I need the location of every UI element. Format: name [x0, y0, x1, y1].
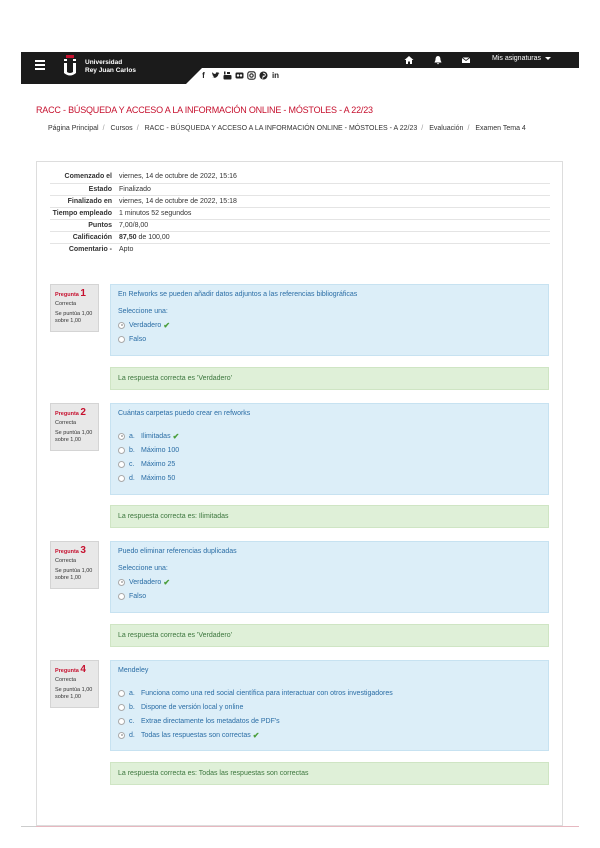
answer-option[interactable]	[118, 728, 541, 742]
summary-label: Comenzado el	[64, 173, 112, 180]
check-icon: ✔	[172, 431, 180, 441]
menu-icon[interactable]	[35, 60, 45, 70]
option-text: Falso	[129, 335, 147, 343]
user-menu-label: Mis asignaturas	[492, 55, 542, 62]
answer-prompt: Seleccione una:	[118, 308, 168, 315]
answer-option[interactable]	[118, 575, 541, 589]
radio-button[interactable]	[118, 690, 125, 697]
question-label: Pregunta	[55, 668, 79, 674]
option-text: Ilimitadas	[141, 432, 171, 440]
question-number	[55, 407, 94, 418]
question-state: Correcta	[55, 558, 77, 564]
correct-answer-feedback: La respuesta correcta es 'Verdadero'	[110, 367, 549, 390]
correct-answer-feedback: La respuesta correcta es 'Verdadero'	[110, 624, 549, 647]
question-content	[110, 403, 549, 495]
social-links	[199, 71, 280, 81]
question-info	[50, 660, 99, 708]
question-number-value: 3	[80, 545, 86, 556]
summary-row	[50, 243, 550, 255]
radio-button[interactable]	[118, 447, 125, 454]
radio-button[interactable]	[118, 322, 125, 329]
answer-option[interactable]	[118, 714, 541, 728]
radio-button[interactable]	[118, 336, 125, 343]
option-text: Extrae directamente los metadatos de PDF's	[141, 717, 280, 725]
grade-max: de 100,00	[136, 234, 170, 241]
summary-value: Finalizado	[119, 186, 151, 193]
radio-button[interactable]	[118, 593, 125, 600]
facebook-icon[interactable]: f	[202, 71, 205, 80]
question-number-value: 4	[80, 664, 86, 675]
question-grade: Se puntúa 1,00 sobre 1,00	[55, 430, 93, 443]
question-text: Mendeley	[118, 667, 149, 674]
question-text: Puedo eliminar referencias duplicadas	[118, 548, 237, 555]
radio-button[interactable]	[118, 704, 125, 711]
question-info	[50, 403, 99, 451]
radio-button[interactable]	[118, 718, 125, 725]
answer-option[interactable]	[118, 332, 541, 346]
check-icon: ✔	[163, 577, 171, 587]
university-name	[85, 59, 136, 75]
question-state: Correcta	[55, 677, 77, 683]
pinterest-icon[interactable]	[259, 71, 268, 80]
breadcrumb-evaluation[interactable]: Evaluación	[429, 125, 464, 132]
bell-icon[interactable]	[433, 55, 443, 65]
summary-label: Tiempo empleado	[52, 210, 112, 217]
option-text: Verdadero	[129, 321, 162, 329]
check-icon: ✔	[252, 730, 260, 740]
instagram-icon[interactable]	[247, 71, 256, 80]
question-number	[55, 545, 94, 556]
user-menu[interactable]	[492, 54, 551, 64]
grade-value: 87,50	[119, 234, 137, 241]
option-text: Máximo 100	[141, 446, 180, 454]
youtube-icon[interactable]	[223, 71, 232, 80]
question-grade: Se puntúa 1,00 sobre 1,00	[55, 568, 93, 581]
breadcrumb: Página Principal / Cursos / RACC - BÚSQUEDA Y ACCESO A LA INFORMACIÓN ONLINE - MÓSTOLES - A 22/23 / Evaluación / Examen Tema 4	[48, 125, 526, 132]
question-grade: Se puntúa 1,00 sobre 1,00	[55, 687, 93, 700]
question-state: Correcta	[55, 301, 77, 307]
radio-button[interactable]	[118, 579, 125, 586]
question-number	[55, 664, 94, 675]
footer-divider	[21, 826, 579, 827]
university-line2: Rey Juan Carlos	[85, 67, 136, 74]
messages-icon[interactable]	[461, 55, 471, 65]
linkedin-icon[interactable]: in	[271, 71, 280, 80]
summary-row	[50, 171, 550, 183]
flickr-icon[interactable]	[235, 71, 244, 80]
summary-row	[50, 219, 550, 231]
university-line1: Universidad	[85, 59, 123, 66]
question-info	[50, 284, 99, 332]
question-label: Pregunta	[55, 292, 79, 298]
correct-answer-feedback: La respuesta correcta es: Ilimitadas	[110, 505, 549, 528]
summary-label: Estado	[88, 186, 112, 193]
answer-option[interactable]	[118, 318, 541, 332]
quiz-summary-table	[50, 171, 550, 255]
summary-value: viernes, 14 de octubre de 2022, 15:18	[119, 198, 237, 205]
breadcrumb-exam[interactable]: Examen Tema 4	[475, 125, 526, 132]
answer-option[interactable]	[118, 443, 541, 457]
answer-option[interactable]	[118, 457, 541, 471]
answer-option[interactable]	[118, 700, 541, 714]
summary-row	[50, 207, 550, 219]
option-text: Todas las respuestas son correctas	[141, 731, 251, 739]
summary-value: 7,00/8,00	[119, 222, 149, 229]
option-letter: c.	[129, 717, 135, 725]
correct-answer-feedback: La respuesta correcta es: Todas las respuestas son correctas	[110, 762, 549, 785]
option-text: Máximo 50	[141, 474, 176, 482]
question-state: Correcta	[55, 420, 77, 426]
question-content	[110, 284, 549, 356]
option-letter: d.	[129, 474, 135, 482]
question-grade: Se puntúa 1,00 sobre 1,00	[55, 311, 93, 324]
question-info	[50, 541, 99, 589]
home-icon[interactable]	[404, 55, 414, 65]
question-number-value: 2	[80, 407, 86, 418]
question-number-value: 1	[80, 288, 86, 299]
question-label: Pregunta	[55, 549, 79, 555]
option-text: Falso	[129, 592, 147, 600]
footer-divider-left	[21, 826, 36, 827]
summary-label: Calificación	[72, 234, 112, 241]
university-logo-icon[interactable]	[63, 55, 77, 77]
twitter-icon[interactable]	[211, 71, 220, 80]
answer-option[interactable]	[118, 589, 541, 603]
question-number	[55, 288, 94, 299]
radio-button[interactable]	[118, 433, 125, 440]
summary-value	[117, 232, 550, 243]
option-text: Máximo 25	[141, 460, 176, 468]
question-label: Pregunta	[55, 411, 79, 417]
summary-row	[50, 195, 550, 207]
summary-value: 1 minutos 52 segundos	[119, 210, 192, 217]
answer-option[interactable]	[118, 471, 541, 485]
summary-label: Puntos	[88, 222, 112, 229]
option-letter: b.	[129, 446, 135, 454]
course-title: RACC - BÚSQUEDA Y ACCESO A LA INFORMACIÓN ONLINE - MÓSTOLES - A 22/23	[36, 105, 373, 115]
summary-label: Comentario -	[68, 246, 112, 253]
option-letter: a.	[129, 689, 135, 697]
top-navbar	[21, 52, 579, 84]
question-text: En Refworks se pueden añadir datos adjuntos a las referencias bibliográficas	[118, 291, 358, 298]
breadcrumb-home[interactable]: Página Principal	[48, 125, 99, 132]
summary-value: Apto	[119, 246, 134, 253]
breadcrumb-course[interactable]: RACC - BÚSQUEDA Y ACCESO A LA INFORMACIÓN ONLINE - MÓSTOLES - A 22/23	[144, 125, 418, 132]
option-letter: c.	[129, 460, 135, 468]
radio-button[interactable]	[118, 732, 125, 739]
option-letter: b.	[129, 703, 135, 711]
check-icon: ✔	[163, 320, 171, 330]
radio-button[interactable]	[118, 461, 125, 468]
summary-value: viernes, 14 de octubre de 2022, 15:16	[119, 173, 237, 180]
option-letter: d.	[129, 731, 135, 739]
summary-row	[50, 183, 550, 195]
option-letter: a.	[129, 432, 135, 440]
answer-prompt: Seleccione una:	[118, 565, 168, 572]
option-text: Funciona como una red social científica para interactuar con otros investigadores	[141, 689, 393, 697]
breadcrumb-courses[interactable]: Cursos	[110, 125, 133, 132]
question-content	[110, 660, 549, 751]
option-text: Dispone de versión local y online	[141, 703, 244, 711]
option-text: Verdadero	[129, 578, 162, 586]
question-content	[110, 541, 549, 613]
answer-option[interactable]	[118, 429, 541, 443]
summary-row	[50, 231, 550, 243]
summary-label: Finalizado en	[67, 198, 112, 205]
question-text: Cuántas carpetas puedo crear en refworks	[118, 410, 251, 417]
chevron-down-icon	[545, 57, 551, 60]
answer-option[interactable]	[118, 686, 541, 700]
radio-button[interactable]	[118, 475, 125, 482]
